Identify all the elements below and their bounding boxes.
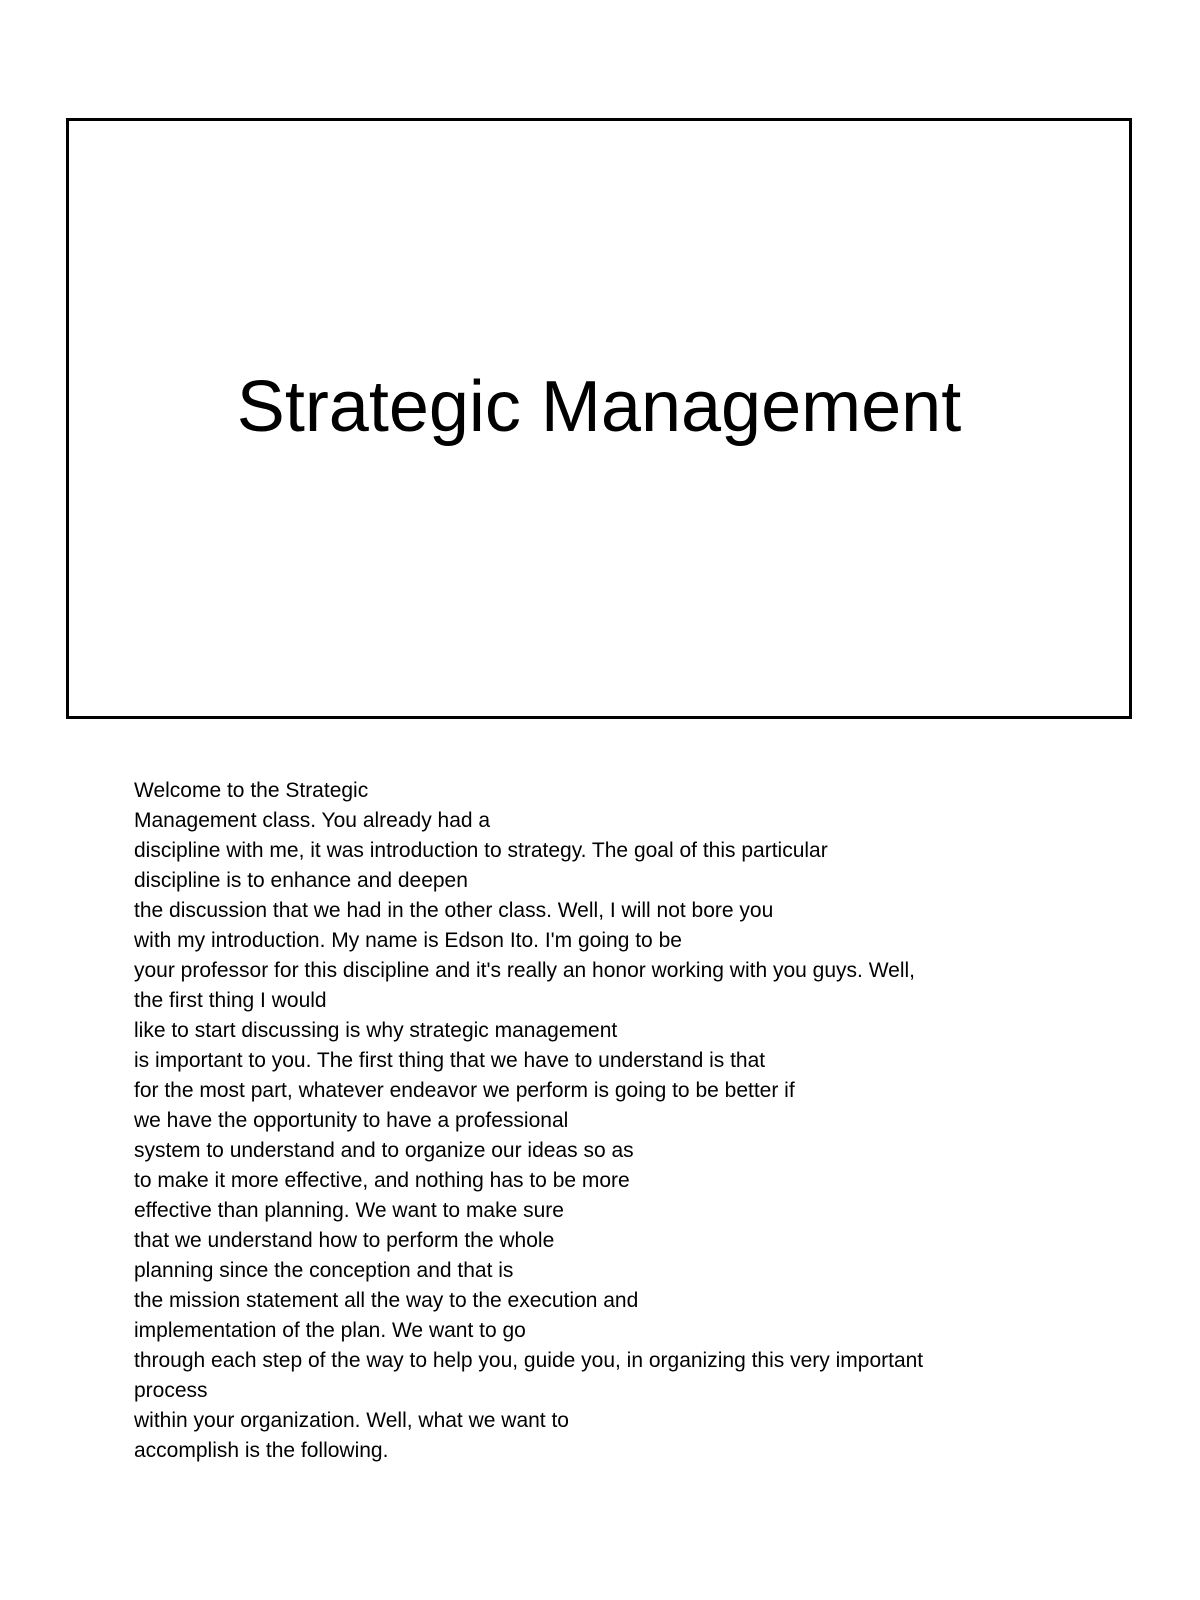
notes-line: effective than planning. We want to make sure: [134, 1199, 564, 1222]
notes-line: accomplish is the following.: [134, 1439, 389, 1462]
notes-line: planning since the conception and that is: [134, 1259, 514, 1282]
notes-line: to make it more effective, and nothing has to be more: [134, 1169, 630, 1192]
notes-line: within your organization. Well, what we want to: [134, 1409, 569, 1432]
notes-line: is important to you. The first thing that we have to understand is that: [134, 1049, 766, 1072]
notes-line: the first thing I would: [134, 989, 327, 1012]
notes-line: your professor for this discipline and it's really an honor working with you guys. Well,: [134, 959, 915, 982]
slide-title: Strategic Management: [236, 366, 962, 447]
notes-line: we have the opportunity to have a professional: [134, 1109, 569, 1132]
notes-line: the discussion that we had in the other class. Well, I will not bore you: [134, 899, 774, 922]
notes-line: discipline with me, it was introduction to strategy. The goal of this particular: [134, 839, 828, 862]
slide-thumbnail: [66, 118, 1132, 719]
notes-line: like to start discussing is why strategic management: [134, 1019, 618, 1042]
notes-line: through each step of the way to help you, guide you, in organizing this very important: [134, 1349, 924, 1372]
notes-line: process: [134, 1379, 208, 1402]
notes-line: the mission statement all the way to the execution and: [134, 1289, 639, 1312]
notes-line: that we understand how to perform the whole: [134, 1229, 555, 1252]
notes-line: Management class. You already had a: [134, 809, 491, 832]
notes-line: discipline is to enhance and deepen: [134, 869, 468, 892]
notes-line: implementation of the plan. We want to go: [134, 1319, 526, 1342]
speaker-notes: [134, 776, 1094, 1466]
notes-line: for the most part, whatever endeavor we perform is going to be better if: [134, 1079, 795, 1102]
notes-line: Welcome to the Strategic: [134, 779, 369, 802]
notes-line: with my introduction. My name is Edson Ito. I'm going to be: [134, 929, 682, 952]
notes-line: system to understand and to organize our ideas so as: [134, 1139, 634, 1162]
